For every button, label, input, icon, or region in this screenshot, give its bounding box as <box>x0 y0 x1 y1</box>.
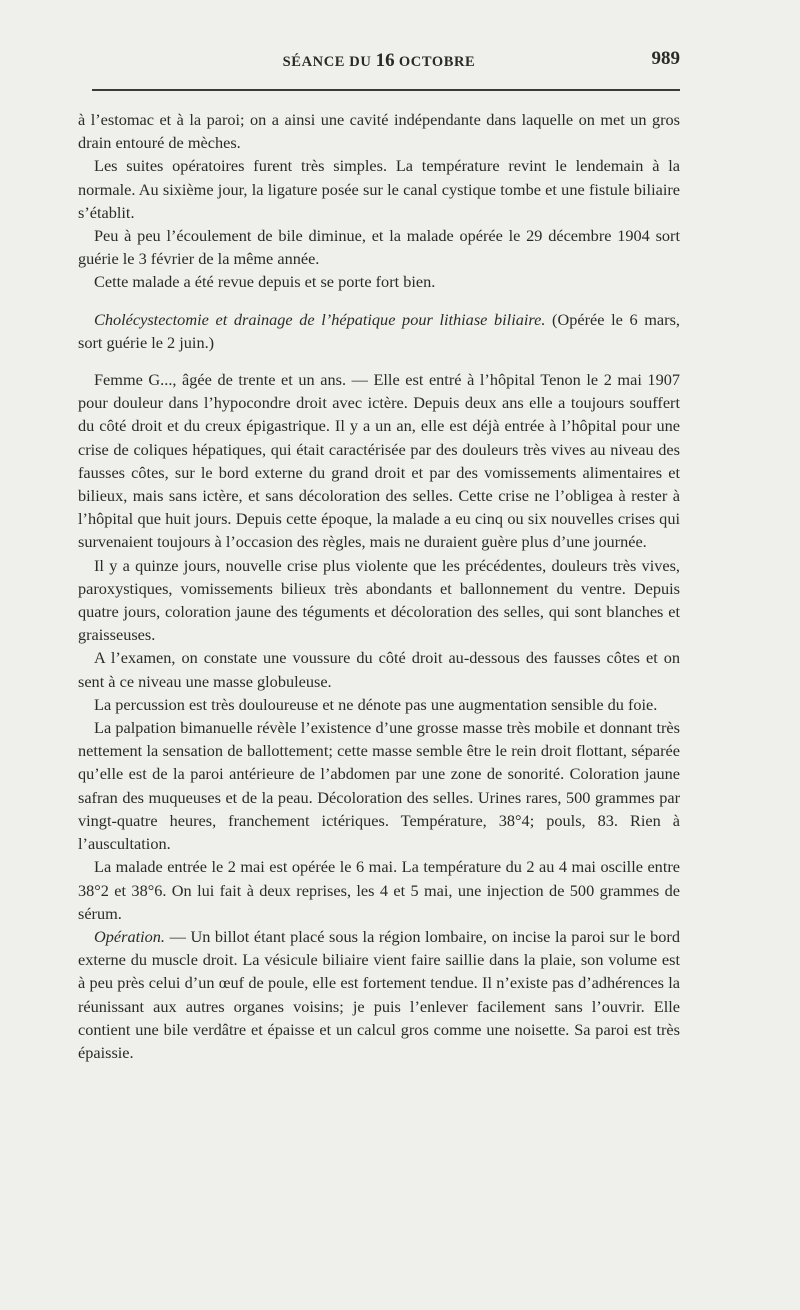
paragraph-operation <box>78 925 680 1064</box>
paragraph-admission: La malade entrée le 2 mai est opérée le 6 mai. La température du 2 au 4 mai oscille entre 38°2 et 38°6. On lui fait à deux reprises, les 4 et 5 mai, une injection de 500 grammes de sérum. <box>78 857 680 923</box>
paragraph-followup: Cette malade a été revue depuis et se porte fort bien. <box>94 272 436 292</box>
title-prefix: SÉANCE DU <box>282 54 376 70</box>
page-number: 989 <box>651 48 680 69</box>
paragraph-palpation: La palpation bimanuelle révèle l’existence d’une grosse masse très mobile et donnant très nettement la sensation de ballottement; cette masse semble être le rein droit flottant, séparée qu’elle est de la paroi antérieure de l’abdomen par une zone de sonorité. Coloration jaune safran des muqueuses et de la peau. Décoloration des selles. Urines rares, 500 grammes par vingt-quatre heures, franchement ictériques. Température, 38°4; pouls, 83. Rien à l’auscultation. <box>78 718 680 854</box>
header-rule <box>92 89 680 91</box>
paragraph-continuation: à l’estomac et à la paroi; on a ainsi une cavité indépendante dans laquelle on met un gros drain entouré de mèches. <box>78 110 680 153</box>
running-header <box>78 48 680 76</box>
text-body <box>78 108 680 1064</box>
title-suffix: OCTOBRE <box>394 54 476 70</box>
operation-label: Opération. <box>94 926 165 946</box>
paragraph-history: Femme G..., âgée de trente et un ans. — Elle est entré à l’hôpital Tenon le 2 mai 1907 pour douleur dans l’hypocondre droit avec ictère. Depuis deux ans elle a toujours souffert du côté droit et du creux épigastrique. Il y a un an, elle est déjà entrée à l’hôpital pour une crise de coliques hépatiques, qui était caractérisée par des douleurs très vives au niveau des fausses côtes, sur le bord externe du grand droit et par des vomissements alimentaires et bilieux, mais sans ictère, et sans décoloration des selles. Cette crise ne l’obligea à rester à l’hôpital que huit jours. Depuis cette époque, la malade a eu cinq ou six nouvelles crises qui survenaient toujours à l’occasion des règles, mais ne duraient guère plus d’une journée. <box>78 370 680 552</box>
title-number: 16 <box>375 50 395 71</box>
paragraph-percussion: La percussion est très douloureuse et ne dénote pas une augmentation sensible du foie. <box>94 694 658 714</box>
case-heading-title: Cholécystectomie et drainage de l’hépatique pour lithiase biliaire. <box>94 309 546 329</box>
paragraph-exam: A l’examen, on constate une voussure du côté droit au-dessous des fausses côtes et on sent à ce niveau une masse globuleuse. <box>78 648 680 691</box>
operation-text: — Un billot étant placé sous la région lombaire, on incise la paroi sur le bord externe du muscle droit. La vésicule biliaire vient faire saillie dans la plaie, son volume est à peu près celui d’un œuf de poule, elle est fortement tendue. Il n’existe pas d’adhérences la réunissant aux autres organes voisins; je puis l’enlever facilement sans l’ouvrir. Elle contient une bile verdâtre et épaisse et un calcul gros comme une noisette. Sa paroi est très épaissie. <box>78 926 680 1062</box>
case-heading-dates: (Opérée le 6 mars, sort guérie le 2 juin.) <box>78 309 680 352</box>
paragraph-discharge: Peu à peu l’écoulement de bile diminue, et la malade opérée le 29 décembre 1904 sort guérie le 3 février de la même année. <box>78 226 680 269</box>
paragraph-postop: Les suites opératoires furent très simples. La température revint le lendemain à la normale. Au sixième jour, la ligature posée sur le canal cystique tombe et une fistule biliaire s’établit. <box>78 156 680 222</box>
paragraph-new-crisis: Il y a quinze jours, nouvelle crise plus violente que les précédentes, douleurs très vives, paroxystiques, vomissements bilieux très abondants et ballonnement du ventre. Depuis quatre jours, coloration jaune des téguments et décoloration des selles, qui sont blanches et graisseuses. <box>78 555 680 645</box>
running-title <box>78 50 680 72</box>
case-heading <box>78 308 680 354</box>
